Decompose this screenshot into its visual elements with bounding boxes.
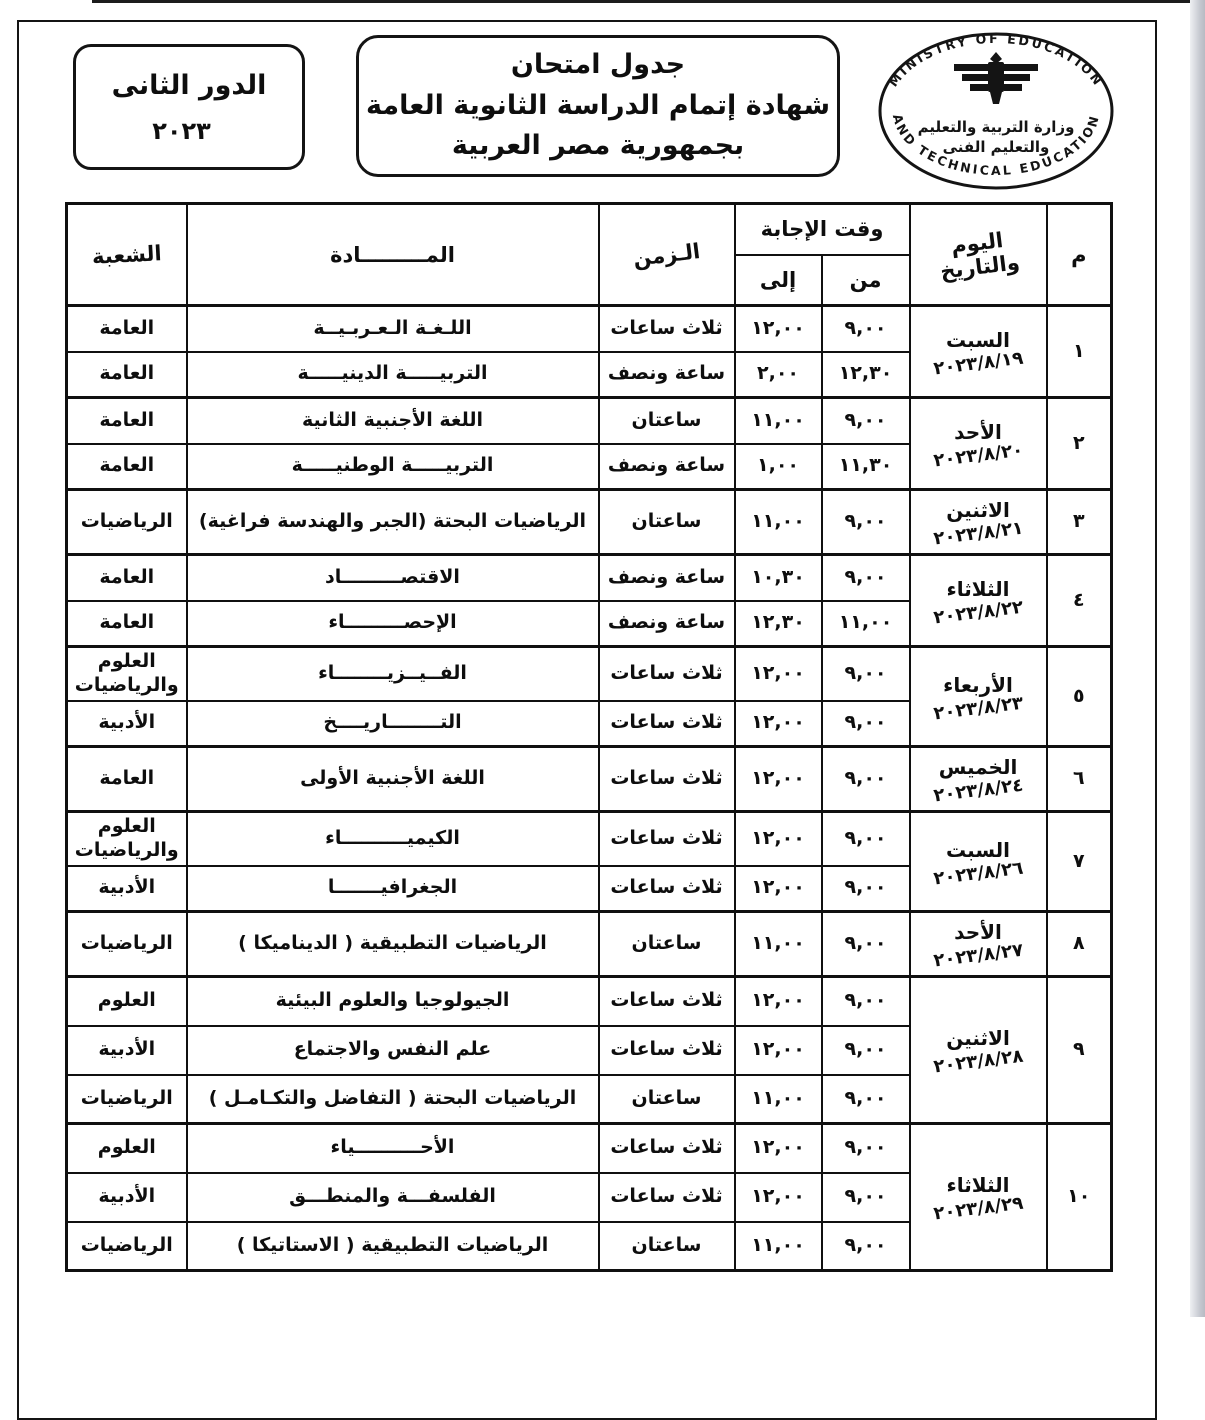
table-row [67, 306, 1112, 352]
subject-cell: اللغة الأجنبية الأولى [187, 747, 599, 812]
duration-cell: ثلاث ساعات [599, 747, 735, 812]
col-header-from: من [822, 255, 910, 306]
subject-cell: الرياضيات البحتة ( التفاضل والتكـامـل ) [187, 1075, 599, 1124]
day-name: السبت [945, 837, 1011, 862]
duration-cell: ثلاث ساعات [599, 701, 735, 747]
table-row [67, 555, 1112, 601]
subject-cell: الرياضيات التطبيقية ( الديناميكا ) [187, 912, 599, 977]
day-name: الثلاثاء [946, 576, 1010, 601]
seal-bottom-textpath: AND TECHNICAL EDUCATION [889, 112, 1103, 179]
time-from-cell: ٩,٠٠ [822, 866, 910, 912]
branch-cell: العلوم [67, 977, 187, 1026]
time-to-cell: ١,٠٠ [735, 444, 822, 490]
subject-cell: الكيميــــــــــاء [187, 812, 599, 866]
day-date-cell [910, 747, 1047, 812]
row-number-cell: ٣ [1047, 490, 1112, 555]
time-from-cell: ١١,٠٠ [822, 601, 910, 647]
row-number-cell: ٨ [1047, 912, 1112, 977]
table-row [67, 812, 1112, 866]
time-from-cell: ٩,٠٠ [822, 647, 910, 701]
col-header-number: م [1047, 204, 1112, 306]
day-name: الأحد [954, 920, 1002, 945]
time-from-cell: ٩,٠٠ [822, 1124, 910, 1173]
time-from-cell: ٩,٠٠ [822, 1222, 910, 1271]
ministry-seal-graphic [871, 26, 1121, 196]
day-date-cell [910, 1124, 1047, 1271]
time-to-cell: ١٢,٠٠ [735, 977, 822, 1026]
table-row [67, 912, 1112, 977]
time-to-cell: ١٢,٠٠ [735, 1026, 822, 1075]
duration-cell: ثلاث ساعات [599, 1173, 735, 1222]
duration-cell: ثلاث ساعات [599, 1124, 735, 1173]
time-from-cell: ٩,٠٠ [822, 1173, 910, 1222]
day-date-cell [910, 306, 1047, 398]
duration-cell: ثلاث ساعات [599, 306, 735, 352]
time-from-cell: ٩,٠٠ [822, 1075, 910, 1124]
day-date: ٢٠٢٣/٨/٢١ [931, 517, 1024, 550]
title-line-3: بجمهورية مصر العربية [451, 130, 745, 162]
branch-cell: الأدبية [67, 701, 187, 747]
subject-cell: الأحــــــــــياء [187, 1124, 599, 1173]
day-name: الخميس [938, 755, 1018, 780]
page-frame [17, 20, 1157, 1420]
subject-cell: التربيـــــة الوطنيـــــة [187, 444, 599, 490]
duration-cell: ثلاث ساعات [599, 977, 735, 1026]
time-to-cell: ١٢,٠٠ [735, 1124, 822, 1173]
branch-cell: العامة [67, 601, 187, 647]
subject-cell: الجغرافيـــــــا [187, 866, 599, 912]
duration-cell: ساعة ونصف [599, 601, 735, 647]
seal-top-textpath: MINISTRY OF EDUCATION [885, 30, 1107, 90]
col-header-duration: الـزمن [599, 204, 735, 306]
row-number-cell: ١ [1047, 306, 1112, 398]
time-to-cell: ١٢,٠٠ [735, 747, 822, 812]
time-to-cell: ١١,٠٠ [735, 1222, 822, 1271]
time-from-cell: ٩,٠٠ [822, 812, 910, 866]
day-date-cell [910, 812, 1047, 912]
subject-cell: الاقتصـــــــــاد [187, 555, 599, 601]
subject-cell: الفــيــزيــــــــاء [187, 647, 599, 701]
day-name: الاثنين [946, 498, 1010, 523]
branch-cell: العلوم والرياضيات [67, 647, 187, 701]
time-from-cell: ١٢,٣٠ [822, 352, 910, 398]
duration-cell: ثلاث ساعات [599, 647, 735, 701]
table-row [67, 977, 1112, 1026]
subject-cell: اللـغـة الـعـربـيــة [187, 306, 599, 352]
row-number-cell: ٢ [1047, 398, 1112, 490]
day-date-cell [910, 490, 1047, 555]
time-to-cell: ١٢,٠٠ [735, 866, 822, 912]
time-from-cell: ٩,٠٠ [822, 490, 910, 555]
time-from-cell: ٩,٠٠ [822, 912, 910, 977]
ministry-seal [871, 26, 1121, 196]
row-number-cell: ٤ [1047, 555, 1112, 647]
subject-cell: علم النفس والاجتماع [187, 1026, 599, 1075]
exam-round-label: الدور الثانى [111, 69, 267, 101]
branch-cell: العامة [67, 398, 187, 444]
branch-cell: العامة [67, 555, 187, 601]
day-date: ٢٠٢٣/٨/٢٢ [931, 596, 1024, 629]
egypt-eagle-icon [954, 52, 1038, 104]
subject-cell: الرياضيات البحتة (الجبر والهندسة فراغية) [187, 490, 599, 555]
branch-cell: الرياضيات [67, 1075, 187, 1124]
exam-schedule-table [65, 202, 1113, 1272]
branch-cell: الأدبية [67, 1026, 187, 1075]
duration-cell: ساعة ونصف [599, 352, 735, 398]
duration-cell: ثلاث ساعات [599, 866, 735, 912]
duration-cell: ساعتان [599, 398, 735, 444]
branch-cell: العلوم [67, 1124, 187, 1173]
row-number-cell: ٥ [1047, 647, 1112, 747]
day-date: ٢٠٢٣/٨/٢٣ [931, 692, 1024, 725]
time-to-cell: ١١,٠٠ [735, 398, 822, 444]
branch-cell: الرياضيات [67, 490, 187, 555]
duration-cell: ساعتان [599, 1222, 735, 1271]
day-date-cell [910, 555, 1047, 647]
branch-cell: الأدبية [67, 866, 187, 912]
time-to-cell: ١٢,٣٠ [735, 601, 822, 647]
day-name: الأربعاء [943, 672, 1013, 697]
col-header-subject: المـــــــــادة [187, 204, 599, 306]
branch-cell: العامة [67, 352, 187, 398]
time-from-cell: ٩,٠٠ [822, 701, 910, 747]
row-number-cell: ٦ [1047, 747, 1112, 812]
col-header-branch: الشعبة [67, 204, 187, 306]
branch-cell: الرياضيات [67, 1222, 187, 1271]
subject-cell: الإحصـــــــــاء [187, 601, 599, 647]
duration-cell: ساعة ونصف [599, 444, 735, 490]
time-to-cell: ١٢,٠٠ [735, 1173, 822, 1222]
time-from-cell: ٩,٠٠ [822, 1026, 910, 1075]
duration-cell: ساعتان [599, 490, 735, 555]
subject-cell: اللغة الأجنبية الثانية [187, 398, 599, 444]
duration-cell: ثلاث ساعات [599, 812, 735, 866]
day-date: ٢٠٢٣/٨/٢٦ [931, 857, 1024, 890]
table-row [67, 1124, 1112, 1173]
day-date-cell [910, 647, 1047, 747]
day-date: ٢٠٢٣/٨/١٩ [931, 347, 1024, 380]
title-line-1: جدول امتحان [510, 49, 686, 81]
time-to-cell: ١٠,٣٠ [735, 555, 822, 601]
time-from-cell: ٩,٠٠ [822, 555, 910, 601]
duration-cell: ساعتان [599, 1075, 735, 1124]
duration-cell: ساعة ونصف [599, 555, 735, 601]
branch-cell: العامة [67, 444, 187, 490]
day-name: الاثنين [946, 1026, 1010, 1051]
branch-cell: العامة [67, 306, 187, 352]
subject-cell: الرياضيات التطبيقية ( الاستاتيكا ) [187, 1222, 599, 1271]
seal-arabic-line1: وزارة التربية والتعليم [917, 118, 1075, 136]
subject-cell: الجيولوجيا والعلوم البيئية [187, 977, 599, 1026]
time-to-cell: ١٢,٠٠ [735, 701, 822, 747]
day-date-cell [910, 912, 1047, 977]
day-date-cell [910, 398, 1047, 490]
exam-round-badge [73, 44, 305, 170]
subject-cell: التــــــــاريــــخ [187, 701, 599, 747]
day-date: ٢٠٢٣/٨/٢٨ [931, 1045, 1024, 1078]
day-date: ٢٠٢٣/٨/٢٧ [931, 939, 1024, 972]
day-name: الثلاثاء [946, 1173, 1010, 1198]
col-header-answer-time: وقت الإجابة [735, 204, 910, 255]
scan-edge-artifact [92, 0, 1205, 3]
col-header-day-date: اليوم والتاريخ [910, 204, 1047, 306]
time-from-cell: ٩,٠٠ [822, 747, 910, 812]
time-to-cell: ١١,٠٠ [735, 1075, 822, 1124]
subject-cell: الفلسفـــة والمنطـــق [187, 1173, 599, 1222]
table-row [67, 490, 1112, 555]
table-body [67, 306, 1112, 1271]
seal-arabic-line2: والتعليم الفنى [942, 138, 1050, 156]
branch-cell: الرياضيات [67, 912, 187, 977]
branch-cell: الأدبية [67, 1173, 187, 1222]
time-to-cell: ١١,٠٠ [735, 490, 822, 555]
time-to-cell: ١١,٠٠ [735, 912, 822, 977]
row-number-cell: ٩ [1047, 977, 1112, 1124]
table-header [67, 204, 1112, 306]
time-from-cell: ٩,٠٠ [822, 977, 910, 1026]
duration-cell: ثلاث ساعات [599, 1026, 735, 1075]
duration-cell: ساعتان [599, 912, 735, 977]
day-date-cell [910, 977, 1047, 1124]
table-row [67, 398, 1112, 444]
branch-cell: العامة [67, 747, 187, 812]
day-date: ٢٠٢٣/٨/٢٤ [931, 774, 1024, 807]
time-to-cell: ١٢,٠٠ [735, 812, 822, 866]
col-header-to: إلى [735, 255, 822, 306]
time-to-cell: ١٢,٠٠ [735, 306, 822, 352]
day-name: الأحد [954, 419, 1002, 444]
title-line-2: شهادة إتمام الدراسة الثانوية العامة [365, 89, 831, 121]
exam-year: ٢٠٢٣ [152, 116, 211, 145]
day-name: السبت [945, 327, 1011, 352]
branch-cell: العلوم والرياضيات [67, 812, 187, 866]
day-date: ٢٠٢٣/٨/٢٩ [931, 1192, 1024, 1225]
time-from-cell: ٩,٠٠ [822, 306, 910, 352]
time-to-cell: ٢,٠٠ [735, 352, 822, 398]
page-title [356, 35, 840, 177]
row-number-cell: ٧ [1047, 812, 1112, 912]
table-row [67, 747, 1112, 812]
table-row [67, 647, 1112, 701]
subject-cell: التربيـــــة الدينيـــــة [187, 352, 599, 398]
row-number-cell: ١٠ [1047, 1124, 1112, 1271]
time-to-cell: ١٢,٠٠ [735, 647, 822, 701]
time-from-cell: ٩,٠٠ [822, 398, 910, 444]
day-date: ٢٠٢٣/٨/٢٠ [931, 439, 1024, 472]
scan-edge-strip [1190, 0, 1205, 1317]
time-from-cell: ١١,٣٠ [822, 444, 910, 490]
